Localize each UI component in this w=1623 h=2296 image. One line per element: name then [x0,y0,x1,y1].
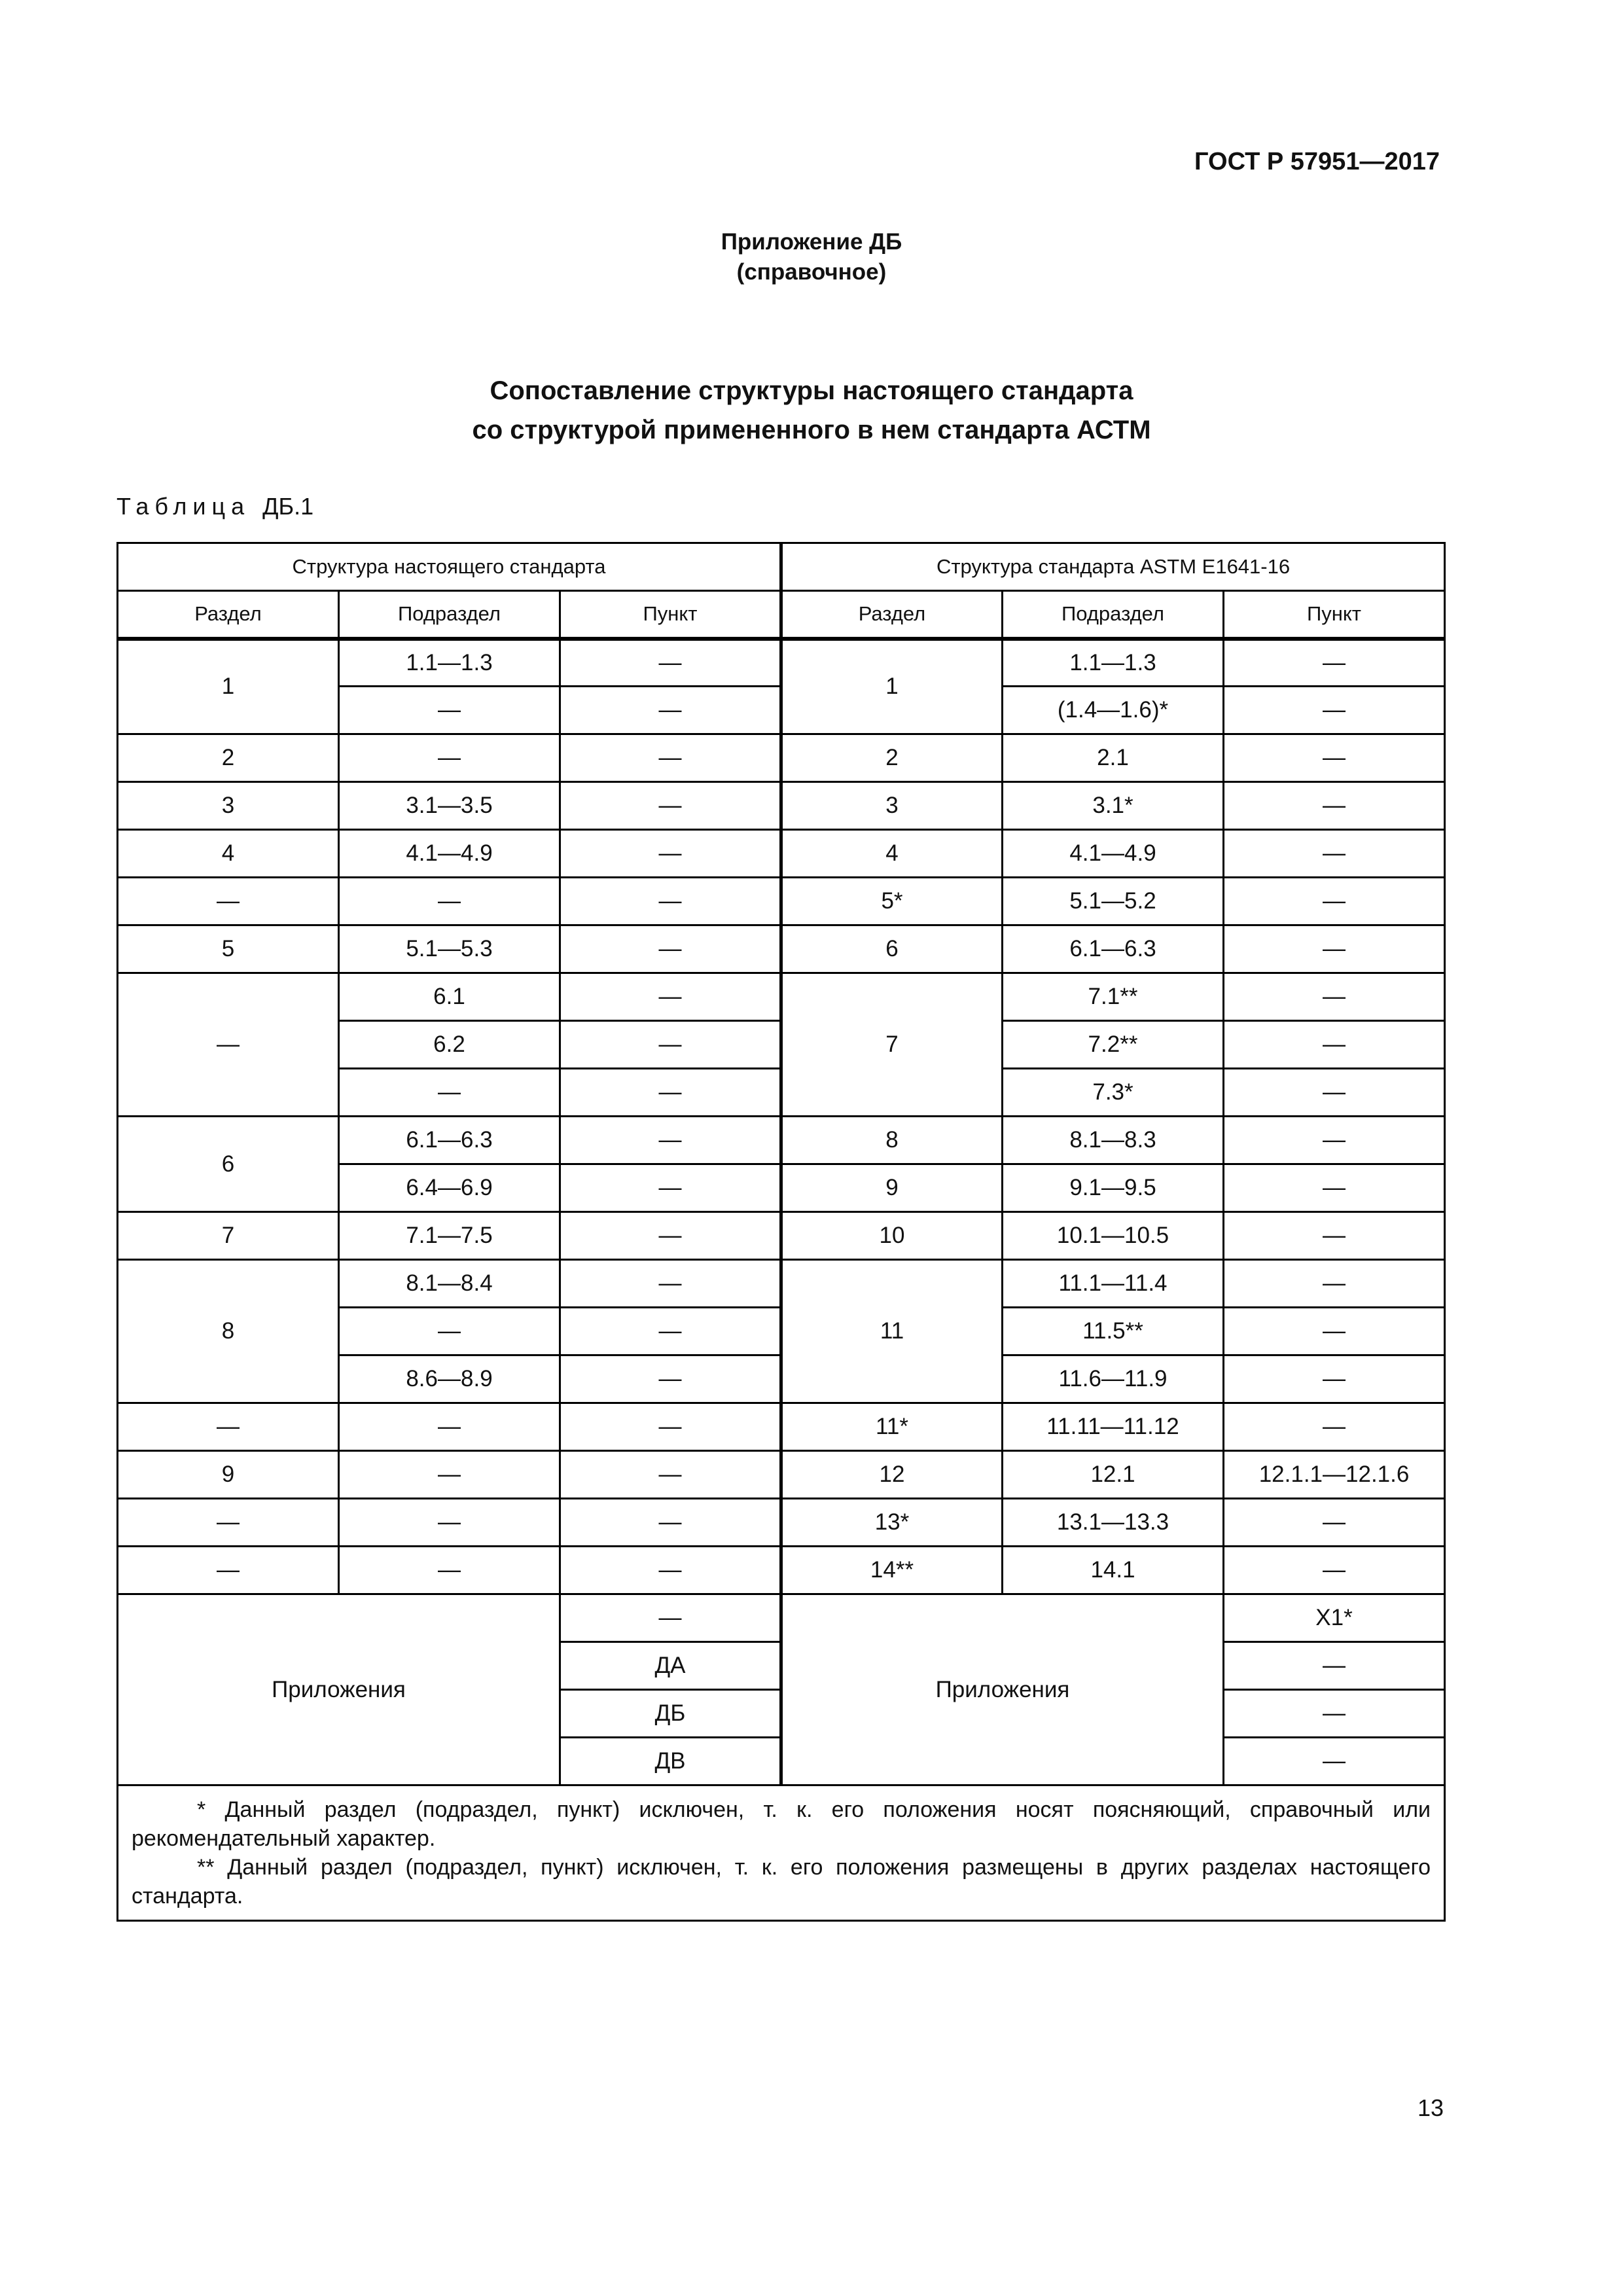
appendices-label-current: Приложения [118,1594,560,1785]
table-cell: — [560,1403,781,1451]
table-cell: 6.1—6.3 [1003,925,1224,973]
table-cell: 4 [781,830,1003,878]
table-cell: — [1224,1547,1445,1594]
appendices-label-astm: Приложения [781,1594,1224,1785]
table-cell: — [1224,1117,1445,1164]
table-cell: — [1224,1355,1445,1403]
table-cell: 7.2** [1003,1021,1224,1069]
table-cell: — [560,1355,781,1403]
table-cell: 1.1—1.3 [1003,639,1224,687]
table-cell: 11 [781,1260,1003,1403]
table-cell: — [560,1499,781,1547]
comparison-table [116,542,1446,1922]
table-cell: 9 [781,1164,1003,1212]
table-label-number: ДБ.1 [262,493,314,520]
table-cell: — [560,782,781,830]
table-note: ** Данный раздел (подраздел, пункт) исключен, т. к. его положения размещены в других разделах настоящего стандарта. [132,1855,1431,1909]
comparison-table-body [118,543,1445,1921]
group-header-current: Структура настоящего стандарта [118,543,781,591]
group-header-astm: Структура стандарта ASTM E1641-16 [781,543,1445,591]
table-cell: 6 [118,1117,339,1212]
appendix-item-current: ДВ [560,1738,781,1785]
table-cell: — [339,1499,560,1547]
table-cell: — [339,1547,560,1594]
appendix-type: (справочное) [736,259,887,285]
table-cell: 7 [118,1212,339,1260]
table-cell: 8.6—8.9 [339,1355,560,1403]
table-cell: 8 [118,1260,339,1403]
table-cell: 8.1—8.3 [1003,1117,1224,1164]
table-cell: 1 [118,639,339,734]
column-header: Раздел [118,591,339,639]
table-cell: 4.1—4.9 [1003,830,1224,878]
table-cell: 6 [781,925,1003,973]
table-cell: — [560,1308,781,1355]
table-cell: 7.3* [1003,1069,1224,1117]
table-cell: — [560,1260,781,1308]
column-header: Пункт [1224,591,1445,639]
table-cell: 12.1 [1003,1451,1224,1499]
table-label-word: Таблица [116,493,251,520]
table-cell: 4 [118,830,339,878]
table-cell: 7 [781,973,1003,1117]
table-cell: 14** [781,1547,1003,1594]
table-cell: — [1224,1164,1445,1212]
table-cell: 5 [118,925,339,973]
table-cell: — [339,687,560,734]
table-cell: 3.1—3.5 [339,782,560,830]
table-row [118,1117,1445,1164]
table-cell: 6.1—6.3 [339,1117,560,1164]
table-cell: 5.1—5.3 [339,925,560,973]
column-header: Подраздел [339,591,560,639]
table-notes [118,1785,1445,1921]
table-cell: — [560,830,781,878]
table-cell: — [560,878,781,925]
table-cell: — [118,1403,339,1451]
table-cell: — [339,1403,560,1451]
table-row [118,878,1445,925]
table-cell: — [1224,925,1445,973]
table-cell: 2.1 [1003,734,1224,782]
appendix-item-current: ДБ [560,1690,781,1738]
table-cell: 7.1—7.5 [339,1212,560,1260]
table-cell: — [1224,973,1445,1021]
table-cell: 6.2 [339,1021,560,1069]
table-cell: — [560,1547,781,1594]
table-cell: 11.1—11.4 [1003,1260,1224,1308]
table-cell: — [118,878,339,925]
standard-code: ГОСТ Р 57951—2017 [1194,148,1440,175]
table-cell: 9.1—9.5 [1003,1164,1224,1212]
table-row [118,973,1445,1021]
table-row [118,1260,1445,1308]
table-note: * Данный раздел (подраздел, пункт) исключен, т. к. его положения носят поясняющий, справочный или рекомендательный характер. [132,1797,1431,1851]
table-cell: — [339,734,560,782]
appendix-item-current: ДА [560,1642,781,1690]
table-cell: — [118,973,339,1117]
table-cell: — [339,1308,560,1355]
table-row [118,1547,1445,1594]
table-cell: 14.1 [1003,1547,1224,1594]
table-cell: — [118,1547,339,1594]
appendix-item-astm: — [1224,1642,1445,1690]
table-cell: — [339,1451,560,1499]
table-column-header-row [118,591,1445,639]
table-cell: — [1224,1499,1445,1547]
table-cell: — [560,973,781,1021]
table-cell: — [560,687,781,734]
table-cell: — [1224,1069,1445,1117]
table-cell: 8.1—8.4 [339,1260,560,1308]
table-cell: — [1224,1403,1445,1451]
table-notes-row [118,1785,1445,1921]
table-cell: — [560,639,781,687]
appendix-title: Приложение ДБ [721,229,902,255]
table-row [118,1212,1445,1260]
table-cell: — [1224,1260,1445,1308]
table-cell: (1.4—1.6)* [1003,687,1224,734]
table-cell: — [560,1069,781,1117]
table-cell: — [560,1117,781,1164]
table-cell: — [1224,878,1445,925]
appendix-row [118,1594,1445,1642]
table-cell: 6.4—6.9 [339,1164,560,1212]
table-cell: 7.1** [1003,973,1224,1021]
page-title-line-2: со структурой примененного в нем стандарта АСТМ [472,416,1151,444]
page-title-line-1: Сопоставление структуры настоящего стандарта [490,376,1133,405]
table-cell: — [1224,1308,1445,1355]
table-row [118,1451,1445,1499]
table-cell: — [118,1499,339,1547]
table-cell: 3.1* [1003,782,1224,830]
table-cell: — [1224,1021,1445,1069]
table-cell: 6.1 [339,973,560,1021]
appendix-item-astm: X1* [1224,1594,1445,1642]
table-cell: 5.1—5.2 [1003,878,1224,925]
table-cell: 11.11—11.12 [1003,1403,1224,1451]
table-cell: 8 [781,1117,1003,1164]
table-cell: 2 [781,734,1003,782]
table-cell: 10 [781,1212,1003,1260]
column-header: Пункт [560,591,781,639]
table-cell: 3 [781,782,1003,830]
table-cell: 1 [781,639,1003,734]
table-row [118,1499,1445,1547]
table-cell: — [1224,687,1445,734]
table-cell: 4.1—4.9 [339,830,560,878]
table-label [116,493,313,520]
table-cell: 12.1.1—12.1.6 [1224,1451,1445,1499]
table-row [118,734,1445,782]
table-cell: 1.1—1.3 [339,639,560,687]
table-cell: 9 [118,1451,339,1499]
table-cell: — [1224,1212,1445,1260]
appendix-item-astm: — [1224,1738,1445,1785]
table-cell: 13.1—13.3 [1003,1499,1224,1547]
table-cell: 5* [781,878,1003,925]
table-cell: — [1224,639,1445,687]
appendix-item-astm: — [1224,1690,1445,1738]
column-header: Раздел [781,591,1003,639]
table-cell: — [560,925,781,973]
table-cell: 10.1—10.5 [1003,1212,1224,1260]
table-cell: 12 [781,1451,1003,1499]
table-cell: — [1224,782,1445,830]
table-cell: 11.5** [1003,1308,1224,1355]
appendix-item-current: — [560,1594,781,1642]
table-group-header-row [118,543,1445,591]
page-number: 13 [1417,2094,1444,2121]
table-row [118,925,1445,973]
table-cell: — [339,1069,560,1117]
table-cell: — [339,878,560,925]
table-row [118,639,1445,687]
table-cell: — [560,1212,781,1260]
table-cell: 13* [781,1499,1003,1547]
table-cell: 11.6—11.9 [1003,1355,1224,1403]
table-cell: — [560,1021,781,1069]
column-header: Подраздел [1003,591,1224,639]
table-cell: — [560,1164,781,1212]
table-row [118,830,1445,878]
table-row [118,1403,1445,1451]
table-cell: — [1224,734,1445,782]
table-cell: — [560,734,781,782]
table-cell: — [1224,830,1445,878]
table-cell: 11* [781,1403,1003,1451]
table-cell: — [560,1451,781,1499]
table-cell: 2 [118,734,339,782]
table-cell: 3 [118,782,339,830]
table-row [118,782,1445,830]
